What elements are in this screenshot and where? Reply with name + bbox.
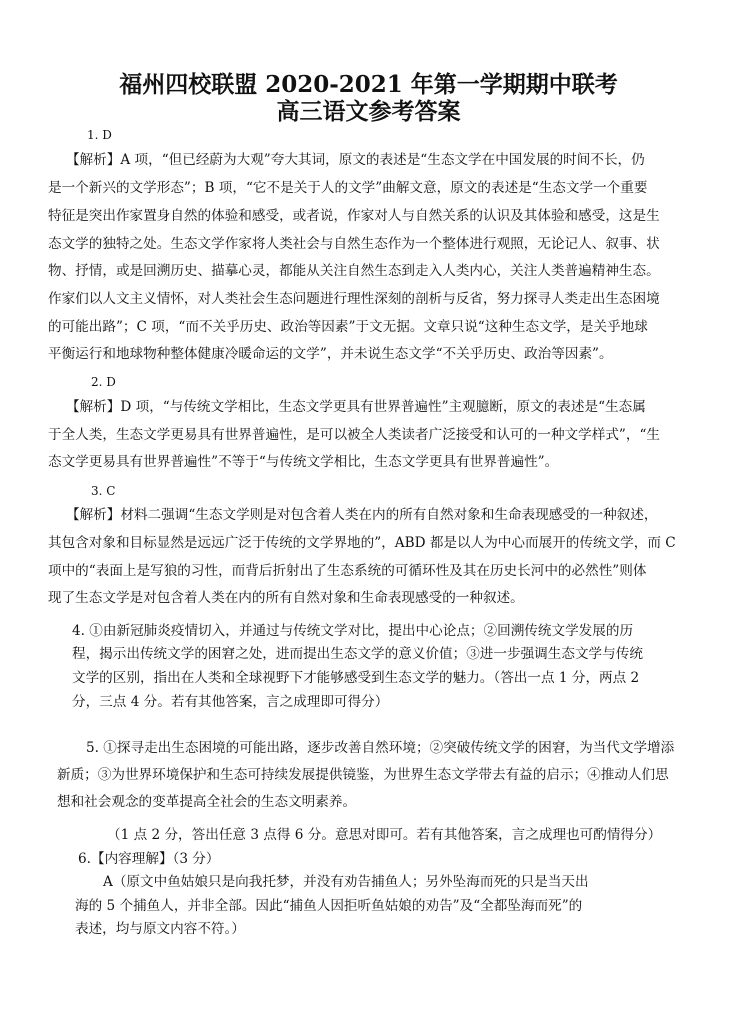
text-line: 态文学的独特之处。生态文学作家将人类社会与自然生态作为一个整体进行观照，无论记人、叙事、状 — [48, 236, 660, 252]
text-line: 其包含对象和目标显然是远远广泛于传统的文学界地的”，ABD 都是以人为中心而展开的传统文学，而 C — [48, 535, 676, 551]
answer-2-label: 2. D — [91, 375, 116, 389]
scoring-note: （1 点 2 分，答出任意 3 点得 6 分。意思对即可。若有其他答案，言之成理也可酌情得分） — [107, 827, 662, 843]
text-line: 海的 5 个捕鱼人，并非全部。因此“捕鱼人因拒听鱼姑娘的劝告”及“全都坠海而死”的 — [75, 898, 583, 914]
answer-5-line: 5. ①探寻走出生态困境的可能出路，逐步改善自然环境；②突破传统文学的困窘，为当代文学增添 — [86, 740, 675, 756]
text-line: 现了生态文学是对包含着人类在内的所有自然对象和生命表现感受的一种叙述。 — [48, 590, 524, 606]
text-line: 项中的“表面上是写狼的习性，而背后折射出了生态系统的可循环性及其在历史长河中的必然性”则体 — [48, 563, 647, 579]
answer-6-label: 6.【内容理解】（3 分） — [78, 851, 220, 867]
text-line: 【解析】A 项，“但已经蔚为大观”夸大其词，原文的表述是“生态文学在中国发展的时间不长，仍 — [66, 152, 645, 168]
text-line: 作家们以人文主义情怀，对人类社会生态问题进行理性深刻的剖析与反省，努力探寻人类走出生态困境 — [48, 291, 660, 307]
text-line: 程，揭示出传统文学的困窘之处，进而提出生态文学的意义价值；③进一步强调生态文学与传统 — [72, 646, 643, 662]
answer-4-line: 4. ①由新冠肺炎疫情切入，并通过与传统文学对比，提出中心论点；②回溯传统文学发展的历 — [72, 623, 634, 639]
text-line: 新质；③为世界环境保护和生态可持续发展提供镜鉴，为世界生态文学带去有益的启示；④推动人们思 — [57, 767, 669, 783]
text-line: 文学的区别，指出在人类和全球视野下才能够感受到生态文学的魅力。（答出一点 1 分，两点 2 — [72, 670, 640, 686]
text-line: 是一个新兴的文学形态”；B 项，“它不是关于人的文学”曲解文意，原文的表述是“生态文学一个重要 — [48, 180, 648, 196]
document-title: 福州四校联盟 2020-2021 年第一学期期中联考 — [119, 71, 618, 98]
text-line: 特征是突出作家置身自然的体验和感受，或者说，作家对人与自然关系的认识及其体验和感受，这是生 — [48, 208, 660, 224]
text-line: 想和社会观念的变革提高全社会的生态文明素养。 — [57, 794, 357, 810]
answer-1-label: 1. D — [87, 128, 112, 142]
text-line: 【解析】材料二强调“生态文学则是对包含着人类在内的所有自然对象和生命表现感受的一种叙述， — [66, 507, 658, 523]
text-line: 【解析】D 项，“与传统文学相比，生态文学更具有世界普遍性”主观臆断，原文的表述是“生态属 — [66, 399, 646, 415]
text-line: 表述，均与原文内容不符。） — [75, 921, 245, 937]
text-line: 分，三点 4 分。若有其他答案，言之成理即可得分） — [72, 694, 389, 710]
text-line: A（原文中鱼姑娘只是向我托梦，并没有劝告捕鱼人；另外坠海而死的只是当天出 — [103, 874, 589, 890]
text-line: 态文学更易具有世界普遍性”不等于“与传统文学相比，生态文学更具有世界普遍性”。 — [48, 454, 559, 470]
text-line: 的可能出路”；C 项，“而不关乎历史、政治等因素”于文无据。文章只说“这种生态文学，是关乎地球 — [48, 319, 648, 335]
document-subtitle: 高三语文参考答案 — [276, 98, 461, 125]
text-line: 物、抒情，或是回溯历史、描摹心灵，都能从关注自然生态到走入人类内心，关注人类普遍精神生态。 — [48, 263, 660, 279]
text-line: 平衡运行和地球物种整体健康冷暖命运的文学”，并未说生态文学“不关乎历史、政治等因素”。 — [48, 346, 613, 362]
text-line: 于全人类，生态文学更易具有世界普遍性，是可以被全人类读者广泛接受和认可的一种文学样式”，“生 — [48, 427, 661, 443]
answer-3-label: 3. C — [91, 484, 116, 498]
